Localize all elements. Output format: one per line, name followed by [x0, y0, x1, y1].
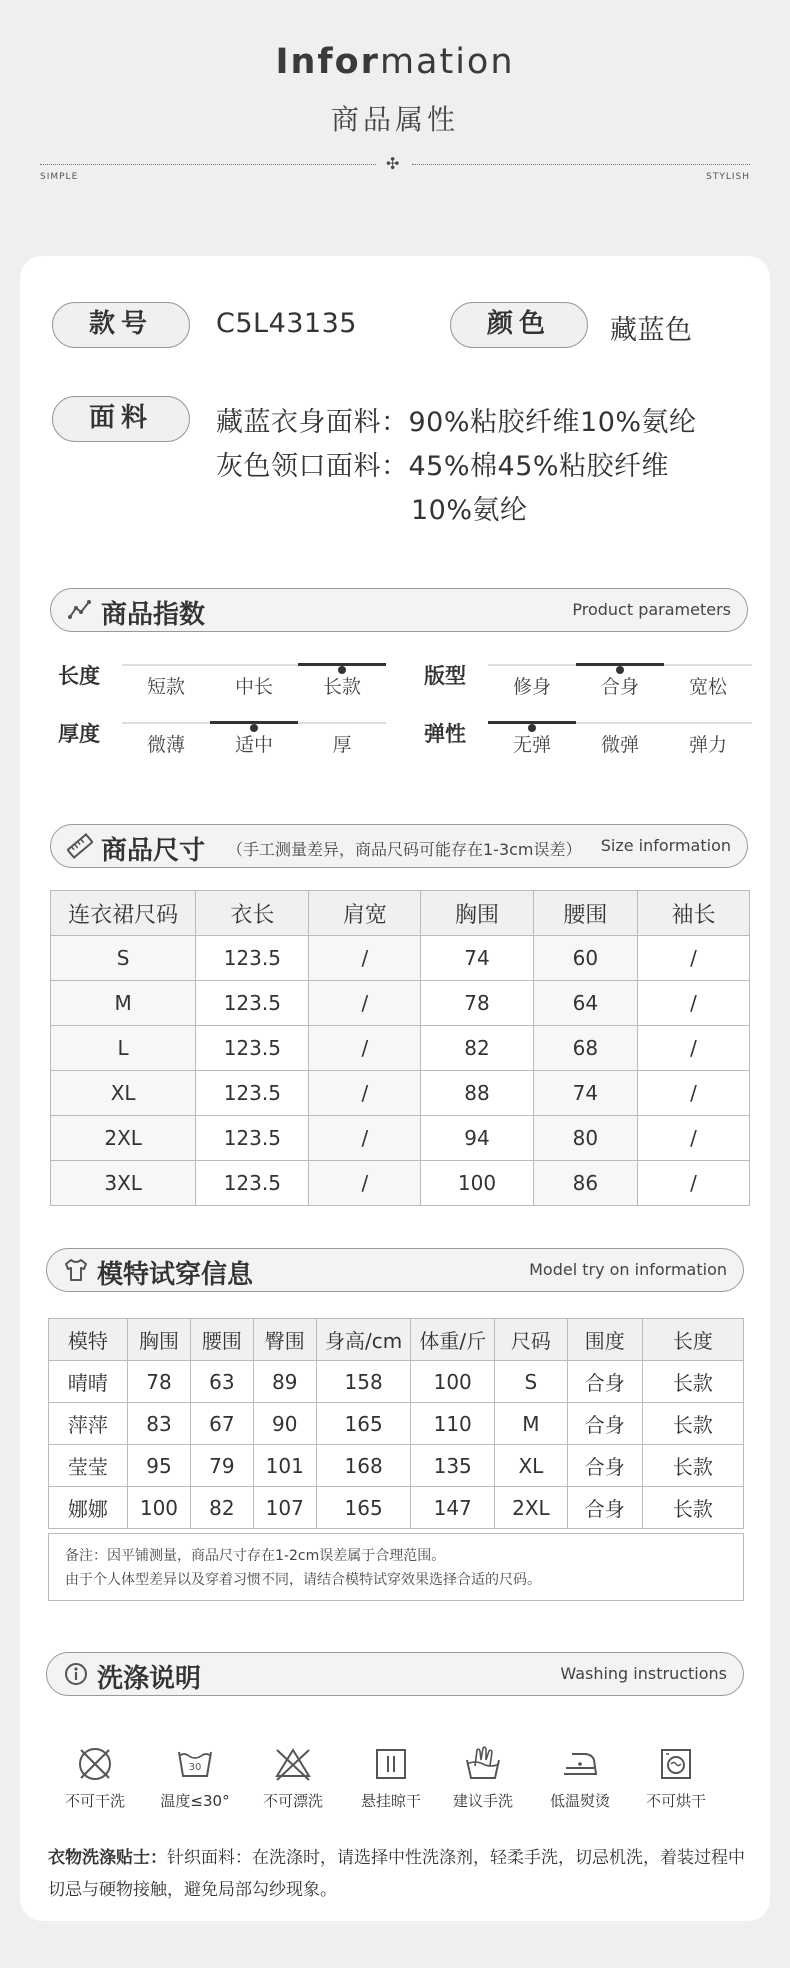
size-cell: 88	[421, 1071, 533, 1116]
low-iron-icon	[560, 1744, 600, 1784]
model-cell: 79	[191, 1445, 253, 1487]
size-cell: 68	[533, 1026, 637, 1071]
model-cell: 长款	[642, 1361, 743, 1403]
model-cell: 63	[191, 1361, 253, 1403]
ruler-icon	[67, 833, 93, 859]
model-cell: 娜娜	[49, 1487, 128, 1529]
wash-title-en: Washing instructions	[560, 1664, 727, 1683]
model-cell: 莹莹	[49, 1445, 128, 1487]
model-title-en: Model try on information	[529, 1260, 727, 1279]
divider-left	[40, 164, 376, 165]
size-cell: /	[638, 1116, 750, 1161]
wash-label: 不可漂洗	[262, 1792, 323, 1810]
param-stretch-label: 弹性	[424, 722, 466, 746]
size-note: （手工测量差异，商品尺码可能存在1-3cm误差）	[227, 840, 582, 859]
param-length-option: 长款	[322, 676, 361, 698]
cross-ornament-icon: ✣	[386, 154, 400, 173]
param-fit-option: 宽松	[688, 676, 727, 698]
model-cell: 2XL	[495, 1487, 568, 1529]
svg-text:30: 30	[188, 1762, 202, 1773]
model-cell: 合身	[567, 1403, 642, 1445]
model-cell: 长款	[642, 1403, 743, 1445]
params-title-en: Product parameters	[572, 600, 731, 619]
size-cell: 123.5	[196, 981, 309, 1026]
model-table-header	[49, 1319, 744, 1361]
param-length-option: 短款	[146, 676, 185, 698]
size-header-cell: 腰围	[533, 891, 637, 936]
style-number-value: C5L43135	[216, 308, 357, 339]
color-value: 藏蓝色	[610, 315, 693, 346]
wash-label: 不可干洗	[64, 1792, 125, 1810]
model-header-cell: 尺码	[495, 1319, 568, 1361]
model-title: 模特试穿信息	[97, 1260, 254, 1290]
no-bleach-icon	[273, 1744, 313, 1784]
wash-label: 不可烘干	[645, 1792, 706, 1810]
size-cell: 123.5	[196, 936, 309, 981]
size-cell: /	[309, 981, 421, 1026]
model-cell: 101	[253, 1445, 316, 1487]
size-cell: 123.5	[196, 1116, 309, 1161]
info-title: Information	[275, 42, 515, 82]
size-cell: 80	[533, 1116, 637, 1161]
wash-tip-label: 衣物洗涤贴士：	[48, 1848, 167, 1868]
shirt-icon	[63, 1257, 89, 1283]
info-subtitle: 商品属性	[330, 103, 459, 136]
model-cell: 165	[316, 1403, 410, 1445]
size-cell: 74	[533, 1071, 637, 1116]
size-cell: /	[638, 1161, 750, 1206]
model-cell: 长款	[642, 1445, 743, 1487]
model-header-cell: 臀围	[253, 1319, 316, 1361]
hand-wash-icon	[463, 1744, 503, 1784]
table-row	[51, 1161, 750, 1206]
param-length-option: 中长	[234, 676, 273, 698]
trend-line-icon	[67, 597, 93, 623]
params-banner	[50, 588, 748, 632]
fabric-label: 面料	[52, 396, 190, 442]
param-fit-option: 修身	[512, 676, 551, 698]
model-table	[48, 1318, 744, 1529]
param-thickness-option: 微薄	[146, 734, 185, 756]
fabric-line-1: 藏蓝衣身面料：90%粘胶纤维10%氨纶	[216, 407, 697, 438]
hang-dry-icon	[371, 1744, 411, 1784]
table-row	[49, 1403, 744, 1445]
table-row	[49, 1487, 744, 1529]
size-cell: /	[638, 981, 750, 1026]
size-header-cell: 连衣裙尺码	[51, 891, 196, 936]
param-thickness-label: 厚度	[58, 722, 100, 746]
model-cell: 90	[253, 1403, 316, 1445]
model-note-line-2: 由于个人体型差异以及穿着习惯不同，请结合模特试穿效果选择合适的尺码。	[65, 1572, 541, 1588]
size-banner	[50, 824, 748, 868]
stylish-tag: STYLISH	[706, 172, 750, 182]
size-cell: /	[638, 1026, 750, 1071]
size-cell: /	[309, 1071, 421, 1116]
model-cell: 100	[127, 1487, 190, 1529]
info-icon	[63, 1661, 89, 1687]
model-header-cell: 身高/cm	[316, 1319, 410, 1361]
size-header-cell: 袖长	[638, 891, 750, 936]
size-cell: /	[309, 1161, 421, 1206]
color-label: 颜色	[450, 302, 588, 348]
fabric-line-2: 灰色领口面料：45%棉45%粘胶纤维	[216, 451, 670, 482]
wash-banner	[46, 1652, 744, 1696]
param-length-label: 长度	[58, 664, 100, 688]
model-cell: 长款	[642, 1487, 743, 1529]
size-cell: 86	[533, 1161, 637, 1206]
size-cell: /	[309, 1026, 421, 1071]
size-cell: 2XL	[51, 1116, 196, 1161]
size-cell: /	[309, 936, 421, 981]
divider-right	[412, 164, 750, 165]
size-cell: /	[309, 1116, 421, 1161]
size-table	[50, 890, 750, 1206]
wash-label: 低温熨烫	[549, 1792, 610, 1810]
wash-tip-text: 针织面料：在洗涤时，请选择中性洗涤剂，轻柔手洗，切忌机洗，着装过程中切忌与硬物接触，避免局部勾纱现象。	[48, 1848, 745, 1900]
model-note	[48, 1533, 744, 1601]
no-tumble-icon	[75, 1744, 115, 1784]
model-cell: 合身	[567, 1361, 642, 1403]
model-cell: 168	[316, 1445, 410, 1487]
param-stretch-option: 无弹	[512, 734, 551, 756]
model-cell: 107	[253, 1487, 316, 1529]
model-cell: 135	[411, 1445, 495, 1487]
model-cell: 78	[127, 1361, 190, 1403]
wash-tip	[48, 1842, 750, 1906]
param-thickness-option: 适中	[234, 734, 273, 756]
model-cell: S	[495, 1361, 568, 1403]
size-title-en: Size information	[600, 836, 731, 855]
params-title: 商品指数	[101, 600, 206, 630]
size-cell: XL	[51, 1071, 196, 1116]
param-stretch-option: 微弹	[600, 734, 639, 756]
size-title: 商品尺寸	[101, 836, 206, 866]
model-note-line-1: 备注：因平铺测量，商品尺寸存在1-2cm误差属于合理范围。	[65, 1548, 446, 1564]
wash-30-icon	[175, 1744, 215, 1784]
size-cell: 82	[421, 1026, 533, 1071]
wash-title: 洗涤说明	[97, 1664, 202, 1694]
size-header-cell: 胸围	[421, 891, 533, 936]
param-fit-label: 版型	[424, 664, 466, 688]
size-cell: 123.5	[196, 1161, 309, 1206]
size-cell: 64	[533, 981, 637, 1026]
table-row	[51, 936, 750, 981]
model-cell: 100	[411, 1361, 495, 1403]
table-row	[51, 1026, 750, 1071]
model-cell: 147	[411, 1487, 495, 1529]
table-row	[51, 1116, 750, 1161]
param-stretch-option: 弹力	[688, 734, 727, 756]
param-fit-option: 合身	[600, 676, 639, 698]
no-dryer-icon	[656, 1744, 696, 1784]
size-cell: 123.5	[196, 1026, 309, 1071]
model-cell: 89	[253, 1361, 316, 1403]
model-header-cell: 胸围	[127, 1319, 190, 1361]
size-header-cell: 衣长	[196, 891, 309, 936]
table-row	[49, 1445, 744, 1487]
model-header-cell: 长度	[642, 1319, 743, 1361]
table-row	[51, 981, 750, 1026]
table-row	[49, 1361, 744, 1403]
wash-label: 建议手洗	[452, 1792, 513, 1810]
model-cell: 83	[127, 1403, 190, 1445]
fabric-line-3: 10%氨纶	[411, 495, 528, 526]
model-header-cell: 围度	[567, 1319, 642, 1361]
size-cell: /	[638, 936, 750, 981]
model-header-cell: 体重/斤	[411, 1319, 495, 1361]
model-cell: 158	[316, 1361, 410, 1403]
simple-tag: SIMPLE	[40, 172, 79, 182]
model-cell: 95	[127, 1445, 190, 1487]
table-row	[51, 1071, 750, 1116]
model-cell: 合身	[567, 1487, 642, 1529]
model-cell: 110	[411, 1403, 495, 1445]
size-cell: S	[51, 936, 196, 981]
size-header-cell: 肩宽	[309, 891, 421, 936]
model-cell: 165	[316, 1487, 410, 1529]
size-cell: 60	[533, 936, 637, 981]
size-cell: 94	[421, 1116, 533, 1161]
size-cell: L	[51, 1026, 196, 1071]
style-number-label: 款号	[52, 302, 190, 348]
size-cell: 123.5	[196, 1071, 309, 1116]
model-cell: 萍萍	[49, 1403, 128, 1445]
model-cell: 合身	[567, 1445, 642, 1487]
wash-label: 温度≤30°	[160, 1792, 230, 1810]
param-thickness-option: 厚	[332, 734, 352, 756]
model-cell: M	[495, 1403, 568, 1445]
size-cell: 78	[421, 981, 533, 1026]
size-cell: /	[638, 1071, 750, 1116]
size-cell: 100	[421, 1161, 533, 1206]
wash-label: 悬挂晾干	[360, 1792, 421, 1810]
model-banner	[46, 1248, 744, 1292]
size-cell: 74	[421, 936, 533, 981]
size-cell: 3XL	[51, 1161, 196, 1206]
model-cell: 晴晴	[49, 1361, 128, 1403]
model-cell: 82	[191, 1487, 253, 1529]
model-header-cell: 模特	[49, 1319, 128, 1361]
size-cell: M	[51, 981, 196, 1026]
size-table-header	[51, 891, 750, 936]
model-cell: XL	[495, 1445, 568, 1487]
model-cell: 67	[191, 1403, 253, 1445]
model-header-cell: 腰围	[191, 1319, 253, 1361]
